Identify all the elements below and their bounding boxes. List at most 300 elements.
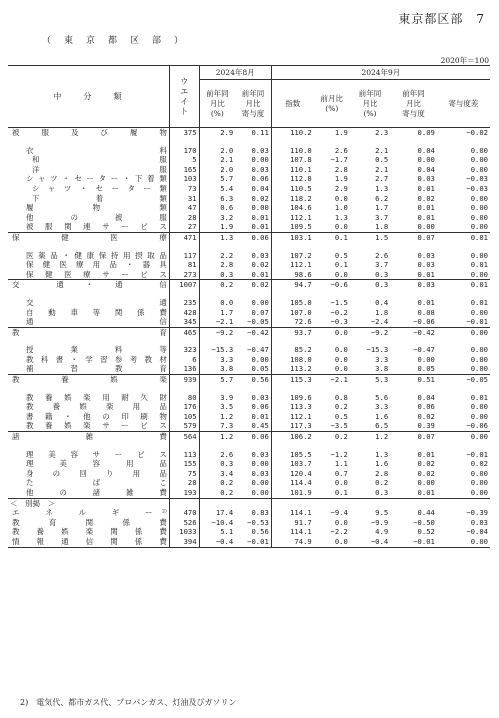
row-label: 理 美 容 サ ー ビ ス [26,449,167,459]
table-row [8,298,490,308]
cell-s2: 0.0 [334,478,348,488]
cell-s2: 0.5 [334,250,348,260]
cell-s2: −1.2 [330,449,348,459]
table-row [8,165,490,175]
cell-w: 471 [169,232,199,242]
cell-s1: 112.1 [290,411,312,421]
table-row [8,345,490,355]
group-row [8,498,490,508]
cell-a2: 0.02 [235,260,271,270]
table-row [8,174,490,184]
cell-s4: −0.01 [413,536,435,546]
cell-s1: 112.8 [290,174,312,184]
cell-a1: 3.4 [220,468,234,478]
group-row [8,518,490,528]
cell-s4: 0.01 [417,212,435,222]
cell-s3: 2.6 [375,250,389,260]
cell-s1: 115.3 [271,375,313,385]
weight-header: ウ エ イ ト [169,66,199,128]
cell-w: 564 [169,432,199,442]
cell-s1: 109.6 [290,392,312,402]
cell-s5: 0.00 [470,145,488,155]
category-header: 中 分 類 [8,66,169,128]
cell-s5: 0.00 [470,478,488,488]
table-row [8,213,490,223]
cell-s4: 0.39 [417,421,435,431]
cell-s2: 0.1 [334,488,348,497]
row-label: 保 健 医 療 [12,232,167,242]
cell-w: 470 [169,508,199,518]
row-label: 保 健 医 療 用 品 ・ 器 具 [26,260,167,270]
cell-s5: 0.00 [470,345,488,355]
cell-s2: −0.2 [330,307,348,317]
cell-s5: 0.00 [470,468,488,478]
cell-s3: 2.8 [375,468,389,478]
cell-s2: 2.9 [334,183,348,193]
cell-s3: 5.3 [350,375,390,385]
cell-a2: 0.06 [235,402,271,412]
cell-s5: 0.00 [437,432,490,442]
cell-w: 526 [169,518,199,528]
cell-s3: 6.5 [375,421,389,431]
row-label: 保 健 医 療 サ ー ビ ス [26,269,167,279]
cell-w: 170 [169,146,199,156]
cell-s5: 0.01 [437,280,490,290]
cell-s3: 0.5 [375,155,389,165]
row-label: 医薬品・健康保持用摂取品 [26,250,167,260]
cell-w: 1033 [169,527,199,537]
cell-s3: −9.9 [370,517,389,527]
cell-s2: 0.0 [334,193,348,203]
cell-w [169,498,199,508]
cell-s5: 0.01 [470,260,488,270]
row-label: 通 信 [26,317,167,327]
cell-a1: 5.4 [220,183,234,193]
row-label: シ ャ ツ ・ セ ー タ ー 類 [32,183,167,193]
cell-a1: 1.2 [220,411,234,421]
cell-s2: 2.6 [334,145,348,155]
cell-s1: 114.1 [290,508,312,518]
cell-w: 47 [169,203,199,213]
cell-w: 6 [169,355,199,365]
cell-w: 136 [169,364,199,374]
cell-s1: 101.9 [290,488,312,497]
table-row [8,184,490,194]
cell-s5: 0.00 [437,327,490,337]
cell-s1: 110.2 [271,128,313,138]
cell-a1: 17.4 [215,508,234,518]
cell-a2: −0.01 [235,537,271,547]
aug-contrib-header: 前年同 月比 寄与度 [235,80,271,128]
cell-a2: −0.47 [235,345,271,355]
cell-s2: 1.1 [334,459,348,469]
cell-a1: 6.3 [220,193,234,203]
cell-s2: 0.0 [314,327,350,337]
cell-s4: 0.03 [417,260,435,270]
cell-s5: −0.01 [466,317,488,327]
cell-s2: 0.0 [334,345,348,355]
cell-a2: 0.01 [235,213,271,223]
group-row [8,280,490,290]
cell-w: 1007 [169,280,199,290]
cell-s5: 0.00 [470,155,488,165]
cell-w: 31 [169,194,199,204]
cell-a1: 0.6 [220,203,234,213]
cell-s4: 0.02 [417,193,435,203]
cell-s5: −0.06 [466,421,488,431]
row-label: 理 美 容 用 品 [26,459,167,469]
row-label: 授 業 料 等 [26,345,167,355]
cell-s2: −9.4 [330,508,348,518]
table-row [8,146,490,156]
cell-a2: 0.00 [235,355,271,365]
cell-s3: 4.9 [375,527,389,537]
table-row [8,478,490,488]
cell-a2: 0.03 [235,165,271,175]
cell-s1: 107.2 [290,250,312,260]
table-row [8,308,490,318]
cell-s4: 0.00 [417,354,435,364]
cell-s3: 3.7 [375,260,389,270]
cell-a1: 5.1 [220,527,234,537]
cell-s3: 1.7 [375,203,389,213]
cell-s2: 0.0 [334,536,348,546]
cell-s1: 113.3 [290,402,312,412]
cell-s2: 0.0 [334,517,348,527]
cell-a2: 0.01 [235,222,271,232]
cell-a2: 0.11 [235,128,271,138]
cell-a2: 0.01 [235,412,271,422]
cell-s2: −0.6 [314,280,350,290]
cell-a2: 0.00 [235,155,271,165]
table-row [8,155,490,165]
cell-s2: 0.0 [334,354,348,364]
cell-s5: 0.01 [470,297,488,307]
cell-s1: 74.9 [294,536,312,546]
cell-a1: −15.3 [211,345,234,355]
cell-s3: 6.2 [375,193,389,203]
cell-s1: 110.1 [290,164,312,174]
cell-w: 80 [169,393,199,403]
cell-s2: 0.5 [334,411,348,421]
row-label: 教 養 娯 楽 用 耐 久 財 [26,392,167,402]
table-row [8,260,490,270]
cell-s5: −0.03 [466,183,488,193]
cell-w: 28 [169,213,199,223]
cell-a1: 2.8 [220,260,234,270]
cell-a2: 0.03 [235,251,271,261]
table-row [8,355,490,365]
cell-s4: 0.00 [417,222,435,232]
row-label: 教科書・学習参考教材 [26,354,167,364]
cell-s3: 2.3 [350,128,390,138]
cell-a2: 0.45 [235,421,271,431]
cell-s1: 109.5 [290,222,312,232]
cell-a1: 5.7 [220,174,234,184]
row-label: た ば こ [26,478,167,488]
row-label: 自 動 車 等 関 係 費 [26,307,167,317]
cell-s5: −0.02 [437,128,490,138]
cell-w: 28 [169,478,199,488]
cell-w: 117 [169,251,199,261]
cell-s4: 0.52 [417,527,435,537]
table-row [8,393,490,403]
cell-s1: 94.7 [271,280,313,290]
cell-s3: 0.4 [375,297,389,307]
cell-s1: 91.7 [294,517,312,527]
cell-s2: 0.7 [334,468,348,478]
cell-w: 176 [169,402,199,412]
cell-s1: 114.1 [290,527,312,537]
row-label: 教 養 娯 楽 関 係 費 [12,527,167,537]
cell-a1: 7.3 [220,421,234,431]
cell-a2: 0.06 [235,432,271,442]
cell-s4: −0.47 [413,345,435,355]
cell-a1: 0.2 [220,478,234,488]
cell-s5: 0.00 [470,212,488,222]
cell-s4: 0.00 [417,155,435,165]
cell-s1: 107.0 [290,307,312,317]
cell-s5: 0.00 [470,411,488,421]
cell-w: 75 [169,469,199,479]
cell-w: 345 [169,317,199,327]
cell-s4: 0.03 [417,174,435,184]
cell-s5: 0.00 [470,402,488,412]
cell-s1: 85.2 [294,345,312,355]
cpi-table [8,65,490,549]
cell-s1: 113.2 [290,364,312,374]
cell-s3: 1.6 [375,411,389,421]
cell-s5: 0.03 [470,517,488,527]
cell-a2: 0.03 [235,146,271,156]
row-label: 補 習 教 育 [26,364,167,374]
cell-a1: 3.8 [220,364,234,374]
cell-s1: 105.0 [290,297,312,307]
cell-a2: 0.56 [235,527,271,537]
cell-s5: 0.00 [470,354,488,364]
cell-w: 394 [169,537,199,547]
row-label: 教 養 娯 楽 サ ー ビ ス [26,421,167,431]
cell-a2: 0.03 [235,469,271,479]
row-label: 教 養 娯 楽 [12,375,167,385]
row-label: 履 物 類 [26,203,167,213]
cell-s5: 0.00 [470,193,488,203]
cell-s5: 0.00 [470,203,488,213]
base-year-note: 2020年＝100 [440,56,489,65]
cell-s1 [271,498,313,508]
cell-s3: 5.6 [375,392,389,402]
cell-a1: −0.4 [215,536,234,546]
region-subtitle: （ 東 京 都 区 部 ） [42,36,186,46]
cell-s4: 0.03 [417,250,435,260]
row-label: 他 の 諸 雑 費 [26,488,167,497]
cell-w: 81 [169,260,199,270]
spacer-row [8,337,490,345]
cell-s3: 0.3 [350,280,390,290]
cell-s4: 0.00 [417,478,435,488]
cell-a1: 2.6 [220,449,234,459]
cell-s5: 0.02 [470,459,488,469]
spacer-row [8,243,490,251]
cell-a2: 0.06 [235,174,271,184]
cell-s5: −0.05 [437,375,490,385]
cell-s2: 2.8 [334,164,348,174]
row-label: 交 通 [26,297,167,307]
cell-s5: 0.00 [470,364,488,374]
cell-a1: 2.0 [220,145,234,155]
cell-s4: 0.06 [417,402,435,412]
cell-w: 193 [169,488,199,498]
cell-w: 113 [169,450,199,460]
cell-a2 [235,498,271,508]
cell-a2: 0.04 [235,184,271,194]
cell-a2: 0.06 [235,232,271,242]
cell-a1: 0.2 [199,280,235,290]
cell-s1: 112.1 [290,260,312,270]
cell-a1: 2.2 [220,250,234,260]
cell-s2: −2.2 [330,527,348,537]
cell-s3: 3.3 [375,354,389,364]
cell-s4: 0.03 [390,280,437,290]
cell-a1: 5.7 [199,375,235,385]
cell-s2: 0.1 [334,260,348,270]
cell-a2: 0.03 [235,393,271,403]
cell-a1: 3.9 [220,392,234,402]
cell-s4 [390,498,437,508]
cell-s4: −0.06 [413,317,435,327]
row-label: 衣 料 [26,145,167,155]
aug-header: 2024年8月 [199,66,271,80]
cell-a2: −0.53 [235,518,271,528]
cell-s3 [350,498,390,508]
group-row [8,375,490,385]
group-row [8,327,490,337]
cell-w: 235 [169,298,199,308]
cell-s2: −3.5 [330,421,348,431]
group-row [8,128,490,138]
cell-w: 579 [169,421,199,431]
cell-a1: 1.7 [220,307,234,317]
cell-s3: 1.3 [375,183,389,193]
cell-w: 465 [169,327,199,337]
spacer-row [8,442,490,450]
cell-s3: 1.3 [375,449,389,459]
cell-s3: −9.2 [350,327,390,337]
sep-header: 2024年9月 [271,66,490,80]
row-label: 教 養 娯 楽 用 品 [26,402,167,412]
cell-s4: 0.07 [390,432,437,442]
table-row [8,450,490,460]
cell-w: 939 [169,375,199,385]
cell-s1: 105.5 [290,449,312,459]
table-row [8,459,490,469]
cell-s4: 0.04 [417,392,435,402]
cell-s1: 114.4 [290,478,312,488]
sep-yoy-header: 前年同 月比 (%) [350,80,390,128]
row-label: 下 着 類 [32,193,167,203]
cell-a2: 0.07 [235,308,271,318]
cell-a1: 2.1 [220,155,234,165]
cell-s4: 0.01 [417,297,435,307]
row-label: 交 通 ・ 通 信 [12,280,167,290]
cell-s3: −2.4 [370,317,389,327]
cell-a2: 0.00 [235,488,271,498]
cell-s4: 0.05 [417,364,435,374]
cell-s5: 0.00 [470,164,488,174]
cell-s3: 3.8 [375,364,389,374]
cell-a1: 0.2 [220,488,234,497]
cell-a2: 0.02 [235,194,271,204]
cell-s4: 0.01 [417,449,435,459]
cell-s4: 0.01 [417,203,435,213]
cell-s5: 0.01 [437,232,490,242]
cell-w: 27 [169,222,199,232]
row-label: 被 服 関 連 サ ー ビ ス [26,222,167,232]
cell-s1: 93.7 [271,327,313,337]
row-label: 情 報 通 信 関 係 費 [12,536,167,546]
cell-a1: 1.2 [199,432,235,442]
cell-a1: 2.0 [220,164,234,174]
cell-s2: 1.3 [334,212,348,222]
cell-a2: 0.02 [235,280,271,290]
cell-a1: 3.5 [220,402,234,412]
cell-a1 [199,498,235,508]
cell-w: 155 [169,459,199,469]
row-label: 被 服 及 び 履 物 [12,128,167,137]
cell-a2: 0.00 [235,459,271,469]
cell-s5: 0.00 [470,250,488,260]
cell-s1: 98.6 [294,269,312,279]
table-row [8,317,490,327]
row-label: 身 の 回 り 用 品 [26,468,167,478]
row-label: 教 育 [12,327,167,337]
cell-s5: 0.01 [470,392,488,402]
cell-w: 273 [169,270,199,280]
table-row [8,222,490,232]
cell-s2: 0.2 [334,402,348,412]
row-label: 他 の 被 服 [26,212,167,222]
cell-s5: 0.00 [470,307,488,317]
cell-w: 103 [169,174,199,184]
spacer-row [8,385,490,393]
cell-s4: −0.42 [390,327,437,337]
table-row [8,469,490,479]
cell-s2: 1.9 [334,174,348,184]
cell-s3: 0.2 [375,478,389,488]
cell-s1: 110.0 [290,145,312,155]
cell-s5: −0.39 [466,508,488,518]
cell-s1: 107.8 [290,155,312,165]
cell-s3: 1.6 [375,459,389,469]
cell-s5: 0.00 [470,269,488,279]
cell-a2: 0.05 [235,364,271,374]
group-row [8,232,490,242]
cell-s3: 0.3 [375,269,389,279]
cell-s3: 3.7 [375,212,389,222]
cell-s4: 0.44 [417,508,435,518]
cell-s5: 0.00 [470,536,488,546]
cell-w: 165 [169,165,199,175]
cell-s4: 0.02 [417,411,435,421]
cell-s1: 118.2 [290,193,312,203]
group-row [8,527,490,537]
cell-s4: 0.01 [417,183,435,193]
cell-a2: 0.56 [235,375,271,385]
cell-a1: −9.2 [199,327,235,337]
cell-s3: 9.5 [375,508,389,518]
cell-s2: 0.8 [334,392,348,402]
row-label: シャツ・セーター・下着類 [26,174,167,184]
